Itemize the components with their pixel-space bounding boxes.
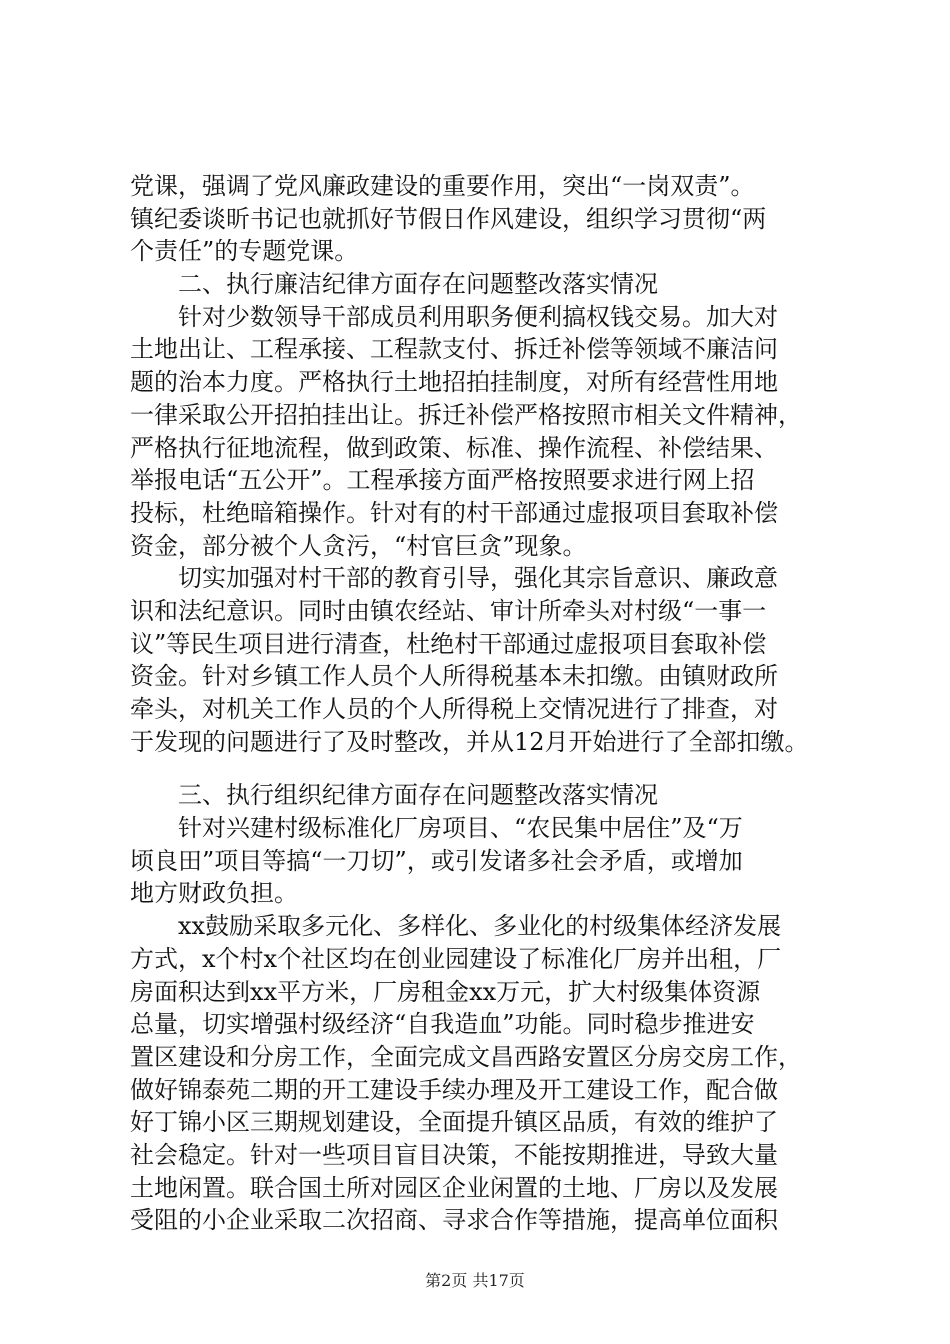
text-line: 房面积达到xx平方米，厂房租金xx万元，扩大村级集体资源 (130, 977, 761, 1006)
text-line: xx鼓励采取多元化、多样化、多业化的村级集体经济发展 (178, 912, 782, 941)
text-line: 针对兴建村级标准化厂房项目、“农民集中居住”及“万 (178, 814, 743, 843)
page-number-footer: 第2页 共17页 (425, 1271, 525, 1290)
text-line: 识和法纪意识。同时由镇农经站、审计所牵头对村级“一事一 (130, 596, 767, 625)
text-line: 社会稳定。针对一些项目盲目决策，不能按期推进，导致大量 (130, 1140, 778, 1169)
text-line: 受阻的小企业采取二次招商、寻求合作等措施，提高单位面积 (130, 1206, 778, 1235)
text-line: 议”等民生项目进行清查，杜绝村干部通过虚报项目套取补偿 (130, 629, 767, 658)
text-line: 顷良田”项目等搞“一刀切”，或引发诸多社会矛盾，或增加 (130, 846, 743, 875)
text-line: 资金，部分被个人贪污，“村官巨贪”现象。 (130, 531, 587, 560)
text-line: 做好锦泰苑二期的开工建设手续办理及开工建设工作，配合做 (130, 1075, 778, 1104)
text-line: 地方财政负担。 (130, 879, 298, 908)
text-line: 题的治本力度。严格执行土地招拍挂制度，对所有经营性用地 (130, 368, 778, 397)
paragraph-gap (130, 758, 830, 779)
text-line: 牵头，对机关工作人员的个人所得税上交情况进行了排查，对 (130, 695, 778, 723)
text-line: 一律采取公开招拍挂出让。拆迁补偿严格按照市相关文件精神， (130, 400, 802, 429)
text-line: 土地闲置。联合国土所对园区企业闲置的土地、厂房以及发展 (130, 1173, 778, 1202)
text-line: 镇纪委谈昕书记也就抓好节假日作风建设，组织学习贯彻“两 (130, 204, 767, 233)
text-line: 于发现的问题进行了及时整改，并从12月开始进行了全部扣缴。 (130, 727, 809, 756)
text-line: 严格执行征地流程，做到政策、标准、操作流程、补偿结果、 (130, 433, 778, 462)
section-heading: 三、执行组织纪律方面存在问题整改落实情况 (178, 781, 658, 810)
text-line: 置区建设和分房工作，全面完成文昌西路安置区分房交房工作， (130, 1042, 802, 1071)
text-line: 土地出让、工程承接、工程款支付、拆迁补偿等领域不廉洁问 (130, 335, 778, 364)
text-line: 资金。针对乡镇工作人员个人所得税基本未扣缴。由镇财政所 (130, 662, 778, 691)
text-line: 党课，强调了党风廉政建设的重要作用，突出“一岗双责”。 (130, 172, 755, 200)
section-heading: 二、执行廉洁纪律方面存在问题整改落实情况 (178, 270, 658, 299)
text-line: 投标，杜绝暗箱操作。针对有的村干部通过虚报项目套取补偿 (130, 498, 778, 527)
text-line: 个责任”的专题党课。 (130, 237, 359, 266)
text-line: 举报电话“五公开”。工程承接方面严格按照要求进行网上招 (130, 466, 755, 495)
text-line: 切实加强对村干部的教育引导，强化其宗旨意识、廉政意 (178, 564, 778, 593)
text-line: 好丁锦小区三期规划建设，全面提升镇区品质，有效的维护了 (130, 1108, 778, 1137)
text-line: 方式，x个村x个社区均在创业园建设了标准化厂房并出租，厂 (130, 944, 782, 973)
text-line: 总量，切实增强村级经济“自我造血”功能。同时稳步推进安 (130, 1010, 755, 1039)
text-line: 针对少数领导干部成员利用职务便利搞权钱交易。加大对 (178, 302, 778, 331)
document-body (130, 170, 830, 1237)
